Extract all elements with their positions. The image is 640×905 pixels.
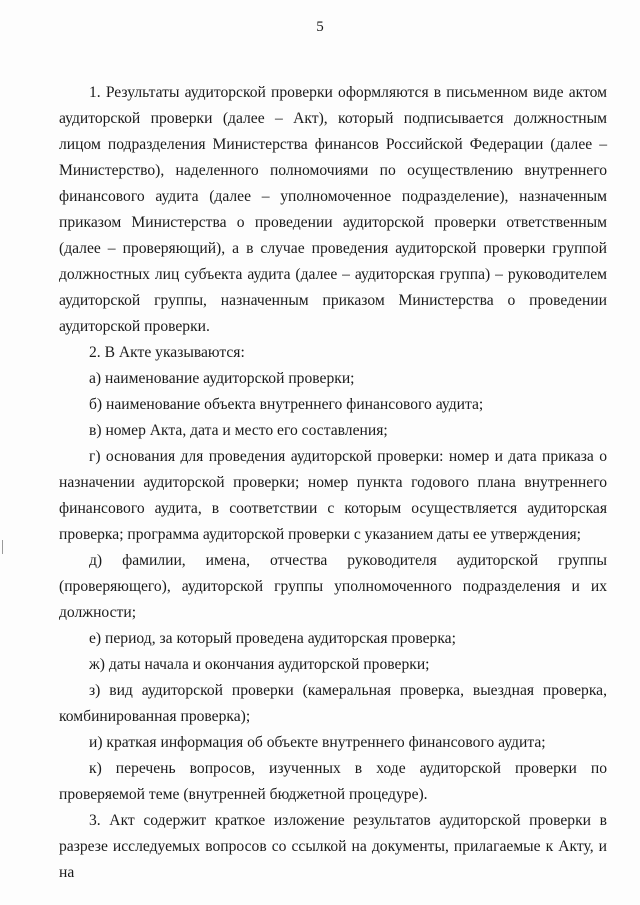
list-item-d: д) фамилии, имена, отчества руководителя аудиторской группы (проверяющего), аудиторской группы уполномоченного подразделения и их должности;	[59, 552, 607, 621]
list-item-a: а) наименование аудиторской проверки;	[89, 370, 355, 387]
list-item-i: и) краткая информация об объекте внутреннего финансового аудита;	[89, 734, 546, 751]
list-item-v: в) номер Акта, дата и место его составления;	[89, 422, 388, 439]
list-item-g: г) основания для проведения аудиторской проверки: номер и дата приказа о назначении аудиторской проверки; номер пункта годового плана внутреннего финансового аудита, в соответствии с которым осуществляется аудиторская проверка; программа аудиторской проверки с указанием даты ее утверждения;	[59, 448, 607, 543]
list-item-e: е) период, за который проведена аудиторская проверка;	[89, 630, 456, 647]
paragraph-2: 2. В Акте указываются:	[89, 344, 245, 361]
paragraph-3: 3. Акт содержит краткое изложение результатов аудиторской проверки в разрезе исследуемых вопросов со ссылкой на документы, прилагаемые к Акту, и на	[59, 812, 607, 881]
list-item-zh: ж) даты начала и окончания аудиторской проверки;	[89, 656, 430, 673]
list-item-z: з) вид аудиторской проверки (камеральная проверка, выездная проверка, комбинированная проверка);	[59, 682, 607, 725]
paragraph-1: 1. Результаты аудиторской проверки оформляются в письменном виде актом аудиторской проверки (далее – Акт), который подписывается должностным лицом подразделения Министерства финансов Российской Федерации (далее – Министерство), наделенного полномочиями по осуществлению внутреннего финансового аудита (далее – уполномоченное подразделение), назначенным приказом Министерства о проведении аудиторской проверки ответственным (далее – проверяющий), а в случае проведения аудиторской проверки группой должностных лиц субъекта аудита (далее – аудиторская группа) – руководителем аудиторской группы, назначенным приказом Министерства о проведении аудиторской проверки.	[59, 84, 607, 335]
list-item-k: к) перечень вопросов, изученных в ходе аудиторской проверки по проверяемой теме (внутренней бюджетной процедуре).	[59, 760, 607, 803]
document-body	[59, 80, 607, 886]
list-item-b: б) наименование объекта внутреннего финансового аудита;	[89, 396, 484, 413]
page-number: 5	[316, 19, 324, 35]
scan-mark	[2, 540, 3, 554]
